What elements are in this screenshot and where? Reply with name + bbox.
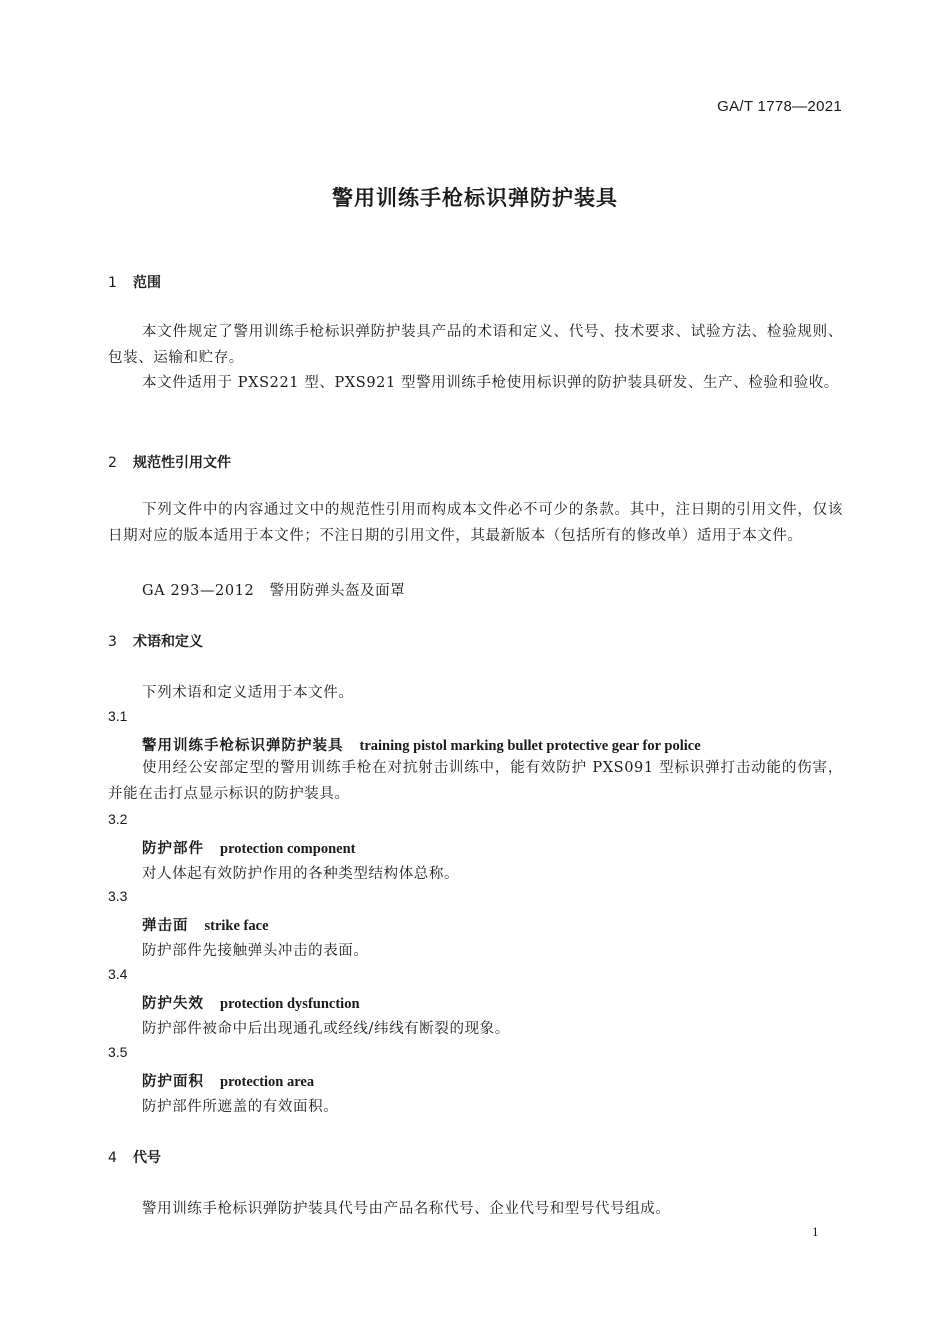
term-definition: 防护部件被命中后出现通孔或经线/纬线有断裂的现象。	[142, 1021, 510, 1037]
term-name-zh: 防护部件	[142, 841, 204, 857]
document-title: 警用训练手枪标识弹防护装具	[332, 186, 618, 210]
term-name-zh: 防护失效	[142, 996, 204, 1012]
term-name	[142, 734, 701, 755]
section-title: 范围	[133, 275, 161, 291]
term-name-zh: 警用训练手枪标识弹防护装具	[142, 738, 344, 754]
term-name-zh: 防护面积	[142, 1074, 204, 1090]
section-title: 术语和定义	[133, 634, 203, 650]
term-name-zh: 弹击面	[142, 918, 189, 934]
term-name-en: strike face	[204, 918, 269, 934]
term-number: 3.3	[108, 888, 128, 904]
term-number: 3.2	[108, 811, 128, 827]
section-3-intro: 下列术语和定义适用于本文件。	[142, 685, 354, 701]
term-number: 3.4	[108, 966, 128, 982]
term-definition: 防护部件所遮盖的有效面积。	[142, 1099, 339, 1115]
document-code: GA/T 1778—2021	[717, 98, 842, 115]
term-name-en: training pistol marking bullet protective gear for police	[359, 738, 701, 754]
section-1-paragraph-1: 本文件规定了警用训练手枪标识弹防护装具产品的术语和定义、代号、技术要求、试验方法、检验规则、包装、运输和贮存。	[108, 324, 843, 366]
normative-reference: GA 293—2012 警用防弹头盔及面罩	[142, 583, 406, 599]
section-4-paragraph-1: 警用训练手枪标识弹防护装具代号由产品名称代号、企业代号和型号代号组成。	[142, 1201, 671, 1217]
term-name	[142, 1070, 314, 1091]
section-3-heading	[108, 631, 203, 651]
term-name	[142, 837, 355, 858]
section-1-heading	[108, 272, 161, 292]
term-definition: 防护部件先接触弹头冲击的表面。	[142, 943, 369, 959]
section-title: 代号	[133, 1150, 161, 1166]
term-name-en: protection component	[220, 841, 356, 857]
section-1-paragraph-2: 本文件适用于 PXS221 型、PXS921 型警用训练手枪使用标识弹的防护装具研发、生产、检验和验收。	[142, 375, 839, 391]
section-title: 规范性引用文件	[133, 455, 231, 471]
section-number: 3	[108, 634, 117, 650]
term-definition: 对人体起有效防护作用的各种类型结构体总称。	[142, 866, 460, 882]
section-4-heading	[108, 1147, 161, 1167]
term-name	[142, 992, 360, 1013]
term-name	[142, 914, 269, 935]
section-number: 2	[108, 455, 117, 471]
term-number: 3.1	[108, 708, 128, 724]
section-2-paragraph-1: 下列文件中的内容通过文中的规范性引用而构成本文件必不可少的条款。其中，注日期的引用文件，仅该日期对应的版本适用于本文件；不注日期的引用文件，其最新版本（包括所有的修改单）适用于本文件。	[108, 502, 843, 544]
term-name-en: protection dysfunction	[220, 996, 360, 1012]
section-number: 1	[108, 275, 117, 291]
section-number: 4	[108, 1150, 117, 1166]
term-definition: 使用经公安部定型的警用训练手枪在对抗射击训练中，能有效防护 PXS091 型标识弹打击动能的伤害，并能在击打点显示标识的防护装具。	[108, 760, 843, 802]
page-number: 1	[812, 1224, 819, 1239]
section-2-heading	[108, 452, 231, 472]
term-name-en: protection area	[220, 1074, 315, 1090]
term-number: 3.5	[108, 1044, 128, 1060]
